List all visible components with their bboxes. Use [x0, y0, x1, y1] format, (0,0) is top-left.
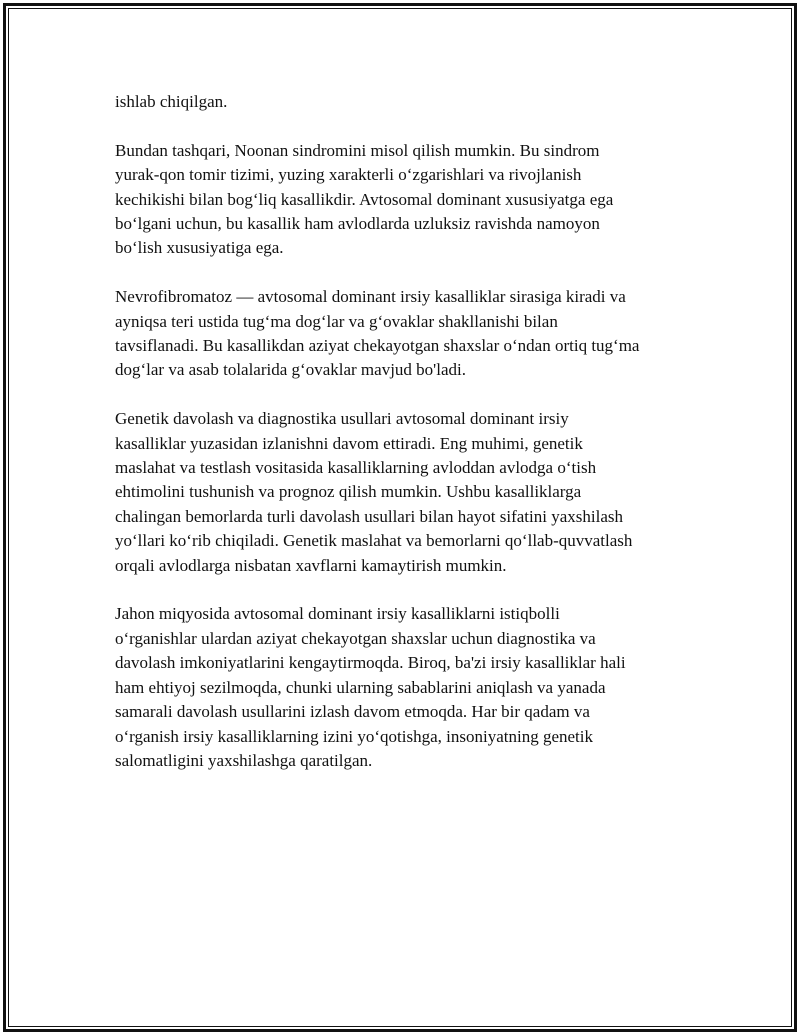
paragraph-global-research: Jahon miqyosida avtosomal dominant irsiy kasalliklarni istiqbolli o‘rganishlar ulardan aziyat chekayotgan shaxslar uchun diagnostika va davolash imkoniyatlarini kengaytirmoqda. Biroq, ba'zi irsiy kasalliklar hali ham ehtiyoj sezilmoqda, chunki ularning sabablarini aniqlash va yanada samarali davolash usullarini izlash davom etmoqda. Har bir qadam va o‘rganish irsiy kasalliklarning izini yo‘qotishga, insoniyatning genetik salomatligini yaxshilashga qaratilgan. — [115, 604, 626, 770]
paragraph-neurofibromatosis: Nevrofibromatoz — avtosomal dominant irsiy kasalliklar sirasiga kiradi va ayniqsa teri ustida tug‘ma dog‘lar va g‘ovaklar shakllanishi bilan tavsiflanadi. Bu kasallikdan aziyat chekayotgan shaxslar o‘ndan ortiq tug‘ma dog‘lar va asab tolalarida g‘ovaklar mavjud bo'ladi. — [115, 287, 640, 380]
paragraph-genetic-treatment: Genetik davolash va diagnostika usullari avtosomal dominant irsiy kasalliklar yuzasidan izlanishni davom ettiradi. Eng muhimi, genetik maslahat va testlash vositasida kasalliklarning avloddan avlodga o‘tish ehtimolini tushunish va prognoz qilish mumkin. Ushbu kasalliklarga chalingan bemorlarda turli davolash usullari bilan hayot sifatini yaxshilash yo‘llari ko‘rib chiqiladi. Genetik maslahat va bemorlarni qo‘llab-quvvatlash orqali avlodlarga nisbatan xavflarni kamaytirish mumkin. — [115, 409, 633, 575]
paragraph-noonan-syndrome: Bundan tashqari, Noonan sindromini misol qilish mumkin. Bu sindrom yurak-qon tomir tizimi, yuzing xarakterli o‘zgarishlari va rivojlanish kechikishi bilan bog‘liq kasallikdir. Avtosomal dominant xususiyatga ega bo‘lgani uchun, bu kasallik ham avlodlarda uzluksiz ravishda namoyon bo‘lish xususiyatiga ega. — [115, 140, 614, 258]
document-body — [115, 90, 700, 798]
paragraph-continuation: ishlab chiqilgan. — [115, 92, 228, 111]
